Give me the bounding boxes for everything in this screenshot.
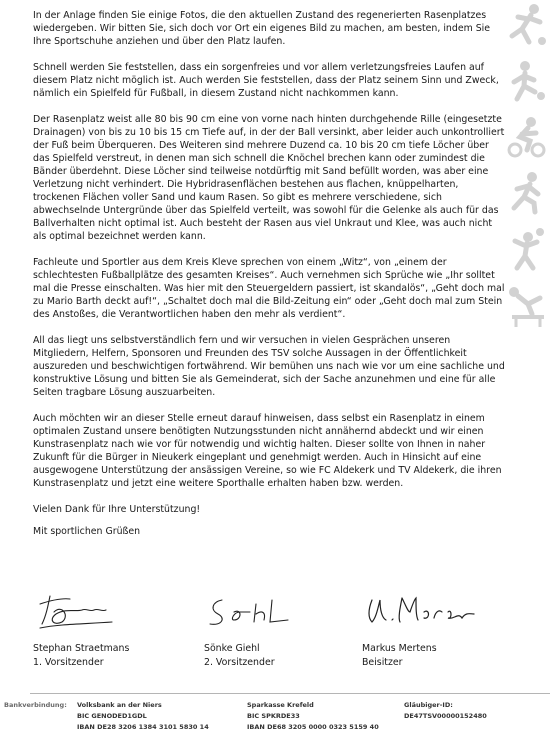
- signature-straetmans: [36, 590, 116, 634]
- signature-giehl: [200, 590, 295, 634]
- signer-name: Markus Mertens: [362, 643, 437, 654]
- paragraph-request: All das liegt uns selbstverständlich fern und wir versuchen in vielen Gesprächen unseren Mitgliedern, Helfern, Sponsoren und Freunden des TSV solche Aussagen in der Öffentlichkeit auszureden und beschwichtigen fortwährend. Wir bemühen uns nach wie vor um eine sachliche und konstruktive Lösung und bitten Sie als Gemeinderat, sich der Sache anzunehmen und eine für alle Seiten tragbare Lösung auszuarbeiten.: [33, 335, 505, 398]
- footer-bank-1: [77, 700, 209, 733]
- soccer-kick-icon: [504, 58, 550, 104]
- paragraph-thanks: Vielen Dank für Ihre Unterstützung!: [33, 504, 201, 515]
- bank-bic: BIC GENODED1GDL: [77, 712, 147, 720]
- runner-icon: [504, 170, 550, 216]
- creditor-label: Gläubiger-ID:: [404, 701, 453, 709]
- cyclist-icon: [504, 114, 550, 160]
- footer-bank-label: Bankverbindung:: [4, 701, 67, 709]
- bank-iban: IBAN DE28 3206 1384 3101 5830 14: [77, 723, 209, 731]
- paragraph-public-opinion: Fachleute und Sportler aus dem Kreis Kleve sprechen von einem „Witz“, von „einem der schlechtesten Fußballplätze des gesamten Kreises“. Auch vernehmen sich Sprüche wie „Ihr solltet mal die Presse einschalten. Was hier mit den Steuergeldern passiert, ist skandalös“, „Geht doch mal zu Mario Barth deckt auf!“, „Schaltet doch mal die Bild-Zeitung ein“ oder „Geht doch mal zum Stein des Anstoßes, die Verantwortlichen haben den mehr als verdient“.: [33, 257, 505, 320]
- signer-role: 2. Vorsitzender: [204, 657, 275, 668]
- paragraph-photos: In der Anlage finden Sie einige Fotos, die den aktuellen Zustand des regenerierten Rasenplatzes wiedergeben. Wir bitten Sie, sich doch vor Ort ein eigenes Bild zu machen, am besten, indem Sie Ihre Sportschuhe anziehen und über den Platz laufen.: [33, 10, 491, 47]
- signer-block-2: [204, 642, 275, 670]
- footer-bank-2: [247, 700, 379, 733]
- gymnast-icon: [504, 282, 550, 328]
- signer-name: Sönke Giehl: [204, 643, 260, 654]
- soccer-header-icon: [504, 226, 550, 272]
- signature-mertens: [362, 590, 480, 634]
- footer-creditor: [404, 700, 487, 722]
- paragraph-greeting: Mit sportlichen Grüßen: [33, 526, 141, 537]
- letter-body: [33, 9, 505, 538]
- paragraph-safety: Schnell werden Sie feststellen, dass ein sorgenfreies und vor allem verletzungsfreies Laufen auf diesem Platz nicht möglich ist. Auch werden Sie feststellen, dass der Platz seinem Sinn und Zweck, nämlich ein Spielfeld für Fußball, in diesem Zustand nicht nachkommen kann.: [33, 62, 499, 99]
- bank-name: Sparkasse Krefeld: [247, 701, 314, 709]
- signer-role: 1. Vorsitzender: [33, 657, 104, 668]
- creditor-id: DE47TSV00000152480: [404, 712, 487, 720]
- paragraph-field-condition: Der Rasenplatz weist alle 80 bis 90 cm eine von vorne nach hinten durchgehende Rille (eingesetzte Drainagen) von bis zu 10 bis 15 cm Tiefe auf, in der der Ball versinkt, aber leider auch unkontrolliert der Fuß beim Überqueren. Des Weiteren sind mehrere Duzend ca. 10 bis 20 cm tiefe Löcher über das Spielfeld verstreut, in denen man sich schnell die Knöchel brechen kann oder zumindest die Bänder überdehnt. Diese Löcher sind teilweise notdürftig mit Sand befüllt worden, was aber eine Verletzung nicht verhindert. Die Hybridrasenflächen bestehen aus flachen, knüppelharten, trockenen Flächen voller Sand und kaum Rasen. So gibt es mehrere verschiedene, sich abwechselnde Untergründe über das Spielfeld verteilt, was sowohl für die Gelenke als auch für das Ballverhalten nicht optimal ist. Auch besteht der Rasen aus viel Unkraut und Klee, was auch nicht als optimal bezeichnet werden kann.: [33, 114, 505, 242]
- bank-bic: BIC SPKRDE33: [247, 712, 300, 720]
- signer-name: Stephan Straetmans: [33, 643, 130, 654]
- bank-name: Volksbank an der Niers: [77, 701, 162, 709]
- signer-block-3: [362, 642, 437, 670]
- soccer-player-icon: [504, 2, 550, 48]
- paragraph-artificial-turf: Auch möchten wir an dieser Stelle erneut darauf hinweisen, dass selbst ein Rasenplatz in einem optimalen Zustand unsere benötigten Nutzungsstunden nicht annähernd abdeckt und wir einen Kunstrasenplatz nach wie vor für notwendig und wichtig halten. Dieser sollte von Ihnen in naher Zukunft für die Bürger in Nieukerk eingeplant und genehmigt werden. Auch in Hinsicht auf eine ausgewogene Unterstützung der ansässigen Vereine, so wie FC Aldekerk und TV Aldekerk, die ihren Kunstrasenplatz und jetzt eine weitere Sporthalle erhalten haben bzw. werden.: [33, 413, 502, 489]
- bank-iban: IBAN DE68 3205 0000 0323 5159 40: [247, 723, 379, 731]
- footer-divider: [30, 693, 550, 694]
- signer-block-1: [33, 642, 129, 670]
- signer-role: Beisitzer: [362, 657, 403, 668]
